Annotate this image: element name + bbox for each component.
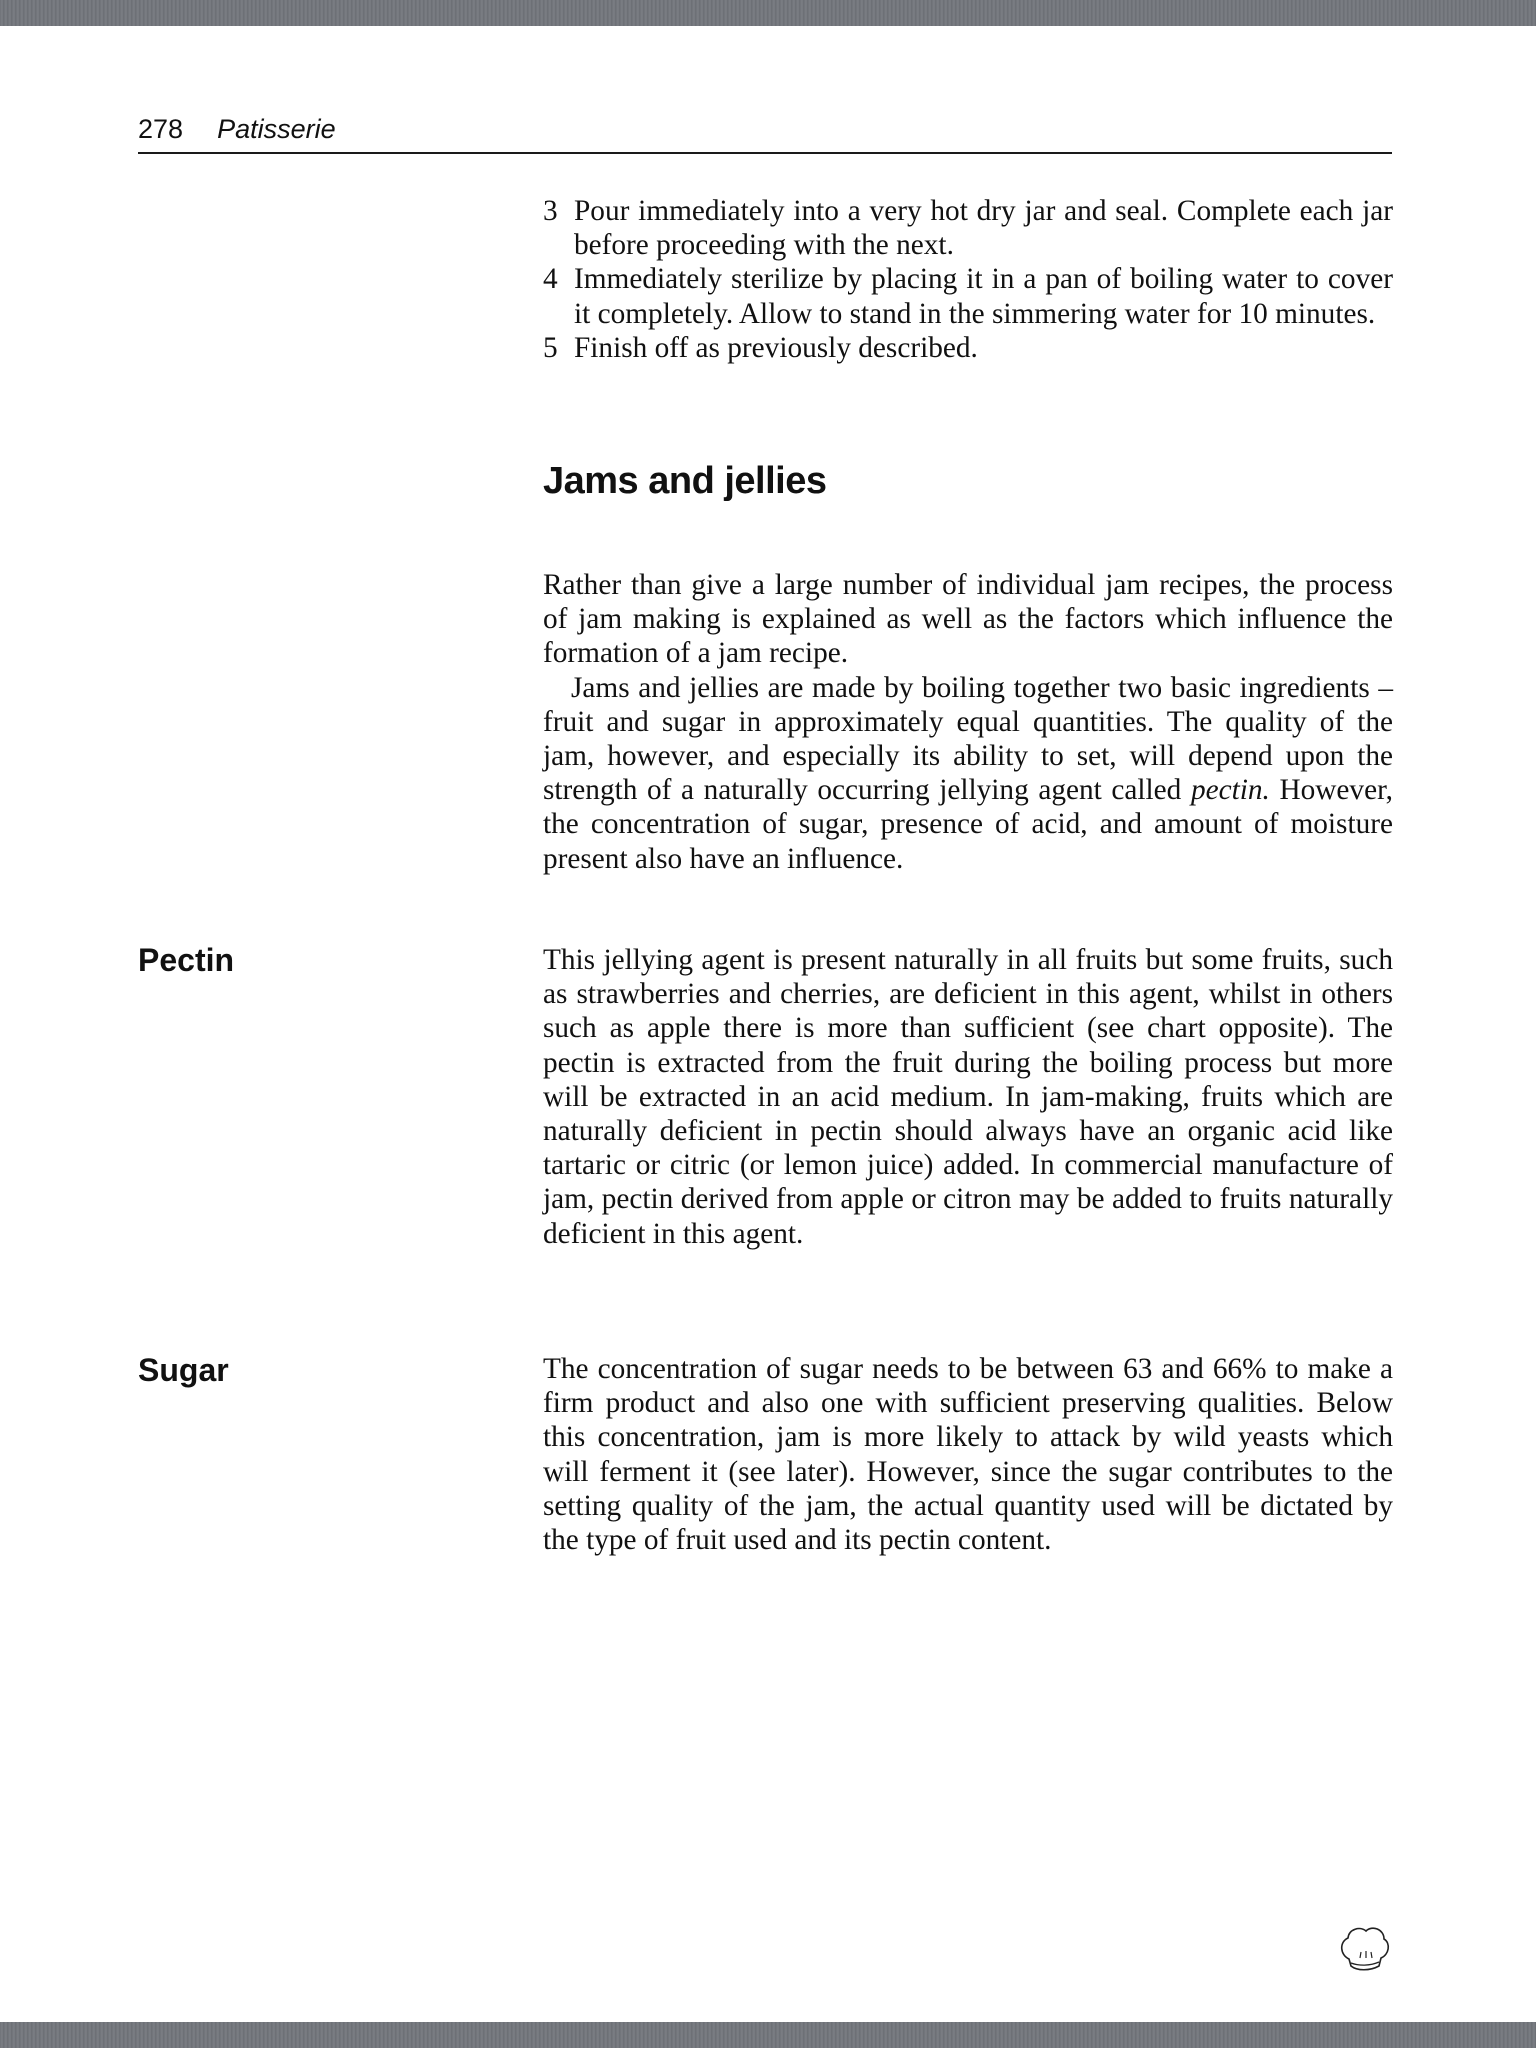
step-text: Finish off as previously described. xyxy=(574,331,978,364)
viewer-bottom-frame xyxy=(0,2022,1536,2048)
chef-hat-icon xyxy=(1337,1922,1391,1974)
step-text: Pour immediately into a very hot dry jar and seal. Complete each jar before proceeding with the next. xyxy=(574,195,1393,262)
sugar-paragraph: The concentration of sugar needs to be between 63 and 66% to make a firm product and also one with sufficient preserving qualities. Below this concentration, jam is more likely to attack by wild yeasts which will ferment it (see later). However, since the sugar contributes to the setting quality of the jam, the actual quantity used will be dictated by the type of fruit used and its pectin content. xyxy=(543,1353,1393,1557)
intro-text-after: However, the concentration of sugar, presence of acid, and amount of moisture present also have an influence. xyxy=(543,774,1393,875)
running-header xyxy=(138,110,1392,154)
intro-paragraph-1: Rather than give a large number of individual jam recipes, the process of jam making is explained as well as the factors which influence the formation of a jam recipe. xyxy=(543,569,1393,670)
step-item xyxy=(543,262,1393,330)
step-number: 4 xyxy=(543,263,558,296)
intro-paragraph-2 xyxy=(543,671,1393,876)
pectin-side-heading: Pectin xyxy=(138,942,235,978)
step-number: 5 xyxy=(543,331,558,364)
pectin-paragraph: This jellying agent is present naturally in all fruits but some fruits, such as strawberries and cherries, are deficient in this agent, whilst in others such as apple there is more than sufficient (see chart opposite). The pectin is extracted from the fruit during the boiling process but more will be extracted in an acid medium. In jam-making, fruits which are naturally deficient in pectin should always have an organic acid like tartaric or citric (or lemon juice) added. In commercial manufacture of jam, pectin derived from apple or citron may be added to fruits naturally deficient in this agent. xyxy=(543,944,1393,1250)
sugar-section xyxy=(543,1352,1393,1557)
pectin-section xyxy=(543,943,1393,1251)
step-text: Immediately sterilize by placing it in a pan of boiling water to cover it completely. Allow to stand in the simmering water for 10 minutes. xyxy=(574,263,1393,330)
viewer-top-frame xyxy=(0,0,1536,26)
intro-text-before: Jams and jellies are made by boiling together two basic ingredients – fruit and sugar in approximately equal quantities. The quality of the jam, however, and especially its ability to set, will depend upon the strength of a naturally occurring jellying agent called xyxy=(543,671,1393,807)
step-item xyxy=(543,331,1393,365)
section-intro xyxy=(543,568,1393,876)
method-steps xyxy=(543,194,1393,365)
pectin-term: pectin. xyxy=(1190,774,1270,807)
page-number: 278 xyxy=(138,114,184,144)
section-heading: Jams and jellies xyxy=(543,460,827,502)
running-title: Patisserie xyxy=(217,114,336,144)
sugar-side-heading: Sugar xyxy=(138,1352,229,1388)
step-item xyxy=(543,194,1393,262)
step-number: 3 xyxy=(543,195,558,227)
